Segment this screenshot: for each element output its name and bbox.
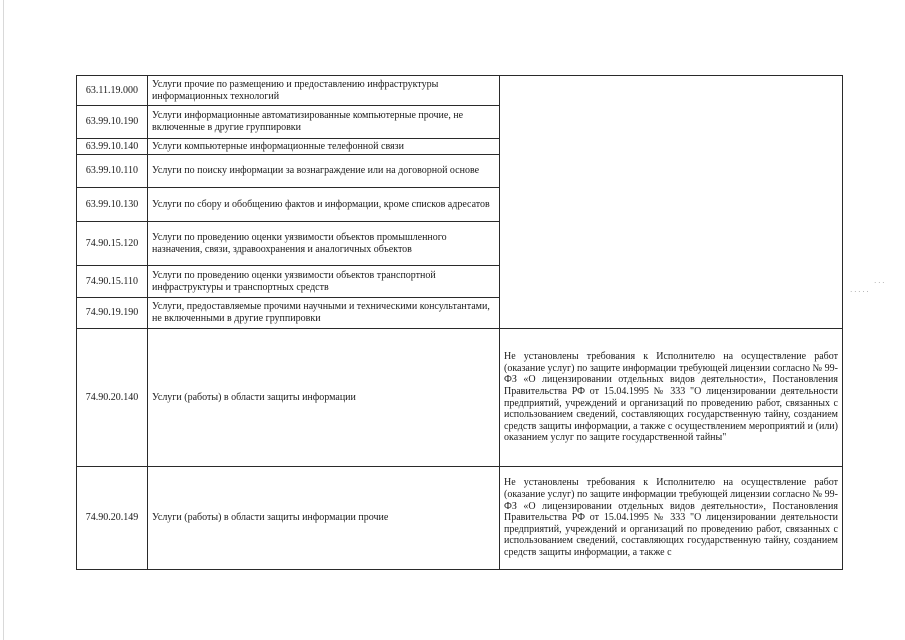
scan-speck: · · · <box>874 279 885 287</box>
service-code: 63.99.10.130 <box>77 188 148 222</box>
table-row <box>77 329 843 467</box>
service-name: Услуги прочие по размещению и предоставлению инфраструктуры информационных технологий <box>148 76 500 106</box>
service-code: 63.99.10.190 <box>77 106 148 139</box>
service-code: 63.99.10.140 <box>77 139 148 155</box>
service-code: 74.90.20.149 <box>77 467 148 570</box>
service-code: 63.99.10.110 <box>77 155 148 188</box>
requirement-text: Не установлены требования к Исполнителю на осуществление работ (оказание услуг) по защите информации требующей лицензии согласно № 99-ФЗ «О лицензировании отдельных видов деятельности», Постановления Правительства РФ от 15.04.1995 № 333 "О лицензировании деятельности предприятий, учреждений и организаций по проведению работ, связанных с использованием сведений, составляющих государственную тайну, созданием средств защиты информации, а также с осуществлением мероприятий и (или) оказанием услуг по защите государственной тайны" <box>500 329 843 467</box>
requirement-text: Не установлены требования к Исполнителю на осуществление работ (оказание услуг) по защите информации требующей лицензии согласно № 99-ФЗ «О лицензировании отдельных видов деятельности», Постановления Правительства РФ от 15.04.1995 № 333 "О лицензировании деятельности предприятий, учреждений и организаций по проведению работ, связанных с использованием сведений, составляющих государственную тайну, созданием средств защиты информации, а также с <box>500 467 843 570</box>
service-name: Услуги (работы) в области защиты информации прочие <box>148 467 500 570</box>
service-name: Услуги по проведению оценки уязвимости объектов транспортной инфраструктуры и транспортных средств <box>148 266 500 298</box>
scan-speck: · · · · · <box>850 288 869 296</box>
services-table <box>76 75 843 570</box>
service-code: 63.11.19.000 <box>77 76 148 106</box>
service-name: Услуги по сбору и обобщению фактов и информации, кроме списков адресатов <box>148 188 500 222</box>
service-code: 74.90.20.140 <box>77 329 148 467</box>
service-name: Услуги по проведению оценки уязвимости объектов промышленного назначения, связи, здравоохранения и аналогичных объектов <box>148 222 500 266</box>
service-name: Услуги по поиску информации за вознаграждение или на договорной основе <box>148 155 500 188</box>
table-row <box>77 76 843 106</box>
table-row <box>77 467 843 570</box>
empty-requirement-cell <box>500 76 843 329</box>
service-name: Услуги, предоставляемые прочими научными и техническими консультантами, не включенными в другие группировки <box>148 298 500 329</box>
service-name: Услуги компьютерные информационные телефонной связи <box>148 139 500 155</box>
service-code: 74.90.19.190 <box>77 298 148 329</box>
service-name: Услуги (работы) в области защиты информации <box>148 329 500 467</box>
service-code: 74.90.15.110 <box>77 266 148 298</box>
scan-edge <box>3 0 4 640</box>
service-name: Услуги информационные автоматизированные компьютерные прочие, не включенные в другие группировки <box>148 106 500 139</box>
service-code: 74.90.15.120 <box>77 222 148 266</box>
